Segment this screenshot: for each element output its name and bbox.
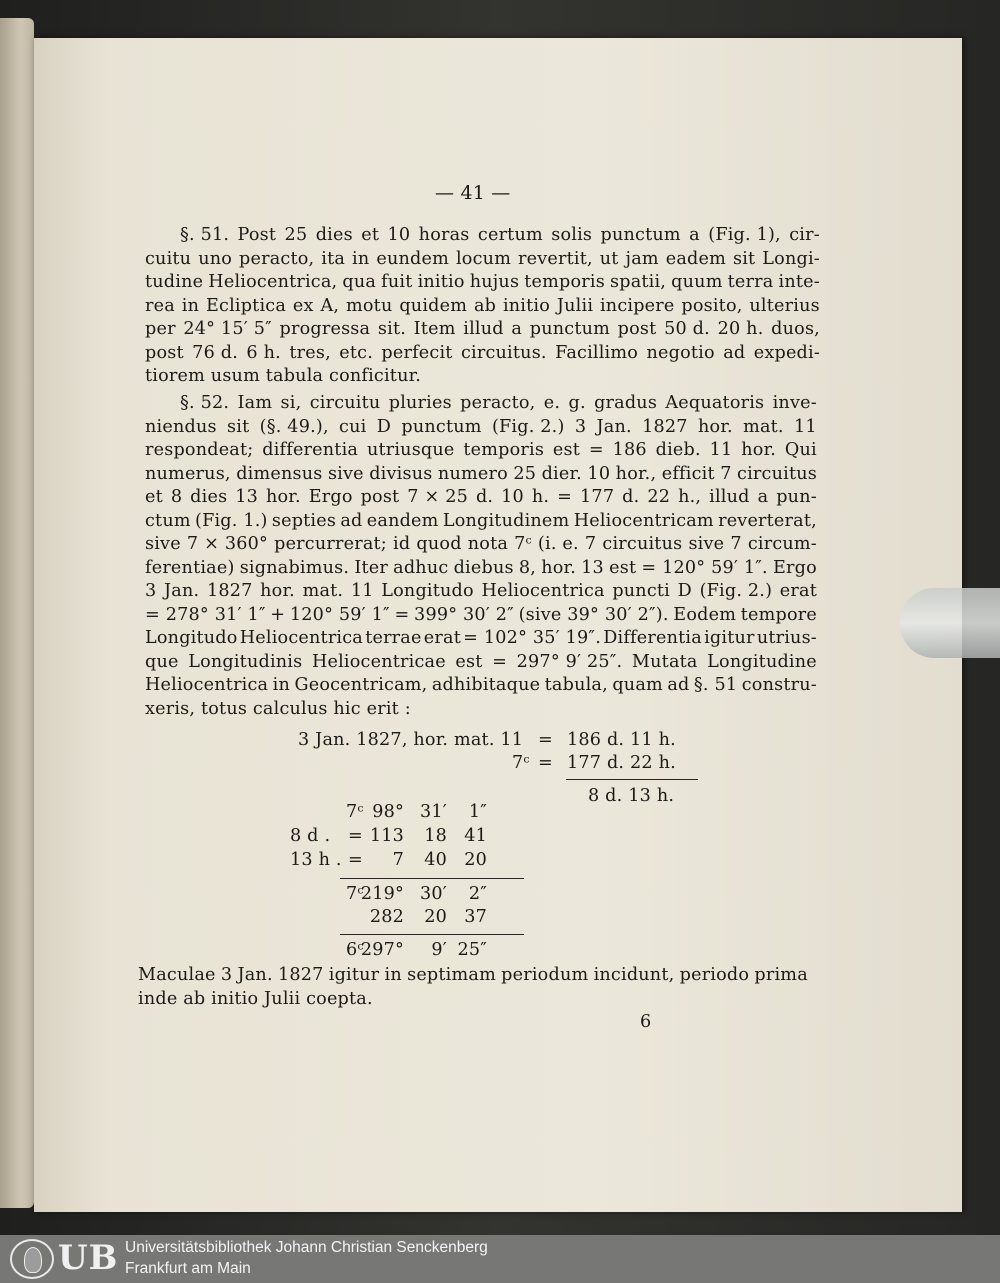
word: temporis bbox=[524, 272, 605, 292]
word: ulterius bbox=[749, 295, 820, 316]
word: cuitu bbox=[145, 248, 192, 269]
word: §. 52. bbox=[180, 393, 230, 413]
text-line bbox=[138, 989, 373, 1009]
word: 177 bbox=[580, 487, 615, 507]
word: dies bbox=[190, 487, 228, 507]
word: hujus bbox=[469, 272, 520, 292]
page-number: — 41 — bbox=[435, 182, 511, 204]
word: Mutata bbox=[631, 651, 698, 672]
word: hor. bbox=[260, 581, 295, 601]
word: jam bbox=[625, 248, 659, 269]
calc-date-label: 3 Jan. 1827, hor. mat. 11 bbox=[298, 730, 524, 750]
word: terra bbox=[727, 272, 774, 292]
word: a bbox=[757, 487, 769, 507]
word: efficit bbox=[661, 463, 715, 484]
word: circuitus bbox=[737, 463, 817, 484]
word: 3 bbox=[220, 965, 233, 985]
word: negotio bbox=[646, 342, 715, 363]
word: diebus bbox=[453, 557, 514, 578]
word: punctum bbox=[600, 225, 681, 245]
text-line bbox=[145, 558, 817, 578]
word: rea bbox=[145, 295, 175, 316]
word: 76 d. bbox=[192, 342, 239, 363]
calc-cell-c: 6ᶜ bbox=[346, 940, 364, 960]
word: (Fig. 2.) bbox=[491, 416, 565, 437]
word: dimensus bbox=[236, 463, 323, 484]
word: Qui bbox=[784, 440, 817, 460]
word: quod bbox=[416, 534, 462, 554]
word: perfecit bbox=[381, 342, 453, 363]
word: post bbox=[145, 342, 184, 363]
text-line bbox=[145, 652, 817, 672]
calc-cell-b: 18 bbox=[424, 826, 447, 846]
word: (§. 49.), bbox=[259, 416, 329, 437]
word: 25 bbox=[284, 225, 308, 245]
word: 1827 bbox=[277, 965, 324, 985]
text-line bbox=[145, 272, 820, 292]
word: 13 bbox=[235, 487, 259, 507]
library-footer bbox=[0, 1235, 1000, 1283]
word: constru- bbox=[741, 675, 817, 695]
word: puncti bbox=[612, 581, 670, 601]
text-line bbox=[145, 319, 820, 339]
word: = bbox=[492, 651, 508, 672]
word: dier. bbox=[541, 463, 582, 484]
word: 50 d. bbox=[664, 319, 710, 339]
word: horas bbox=[418, 225, 470, 245]
word: incidunt, bbox=[593, 965, 675, 985]
word: dieb. bbox=[655, 440, 701, 460]
word: Longitudinem bbox=[442, 510, 570, 531]
word: Differentia bbox=[603, 628, 702, 648]
word: 13 bbox=[581, 557, 604, 578]
word: mat. bbox=[743, 416, 784, 437]
word: hor., bbox=[615, 463, 657, 484]
word: numero bbox=[437, 463, 508, 484]
word: 24° 15′ 5″ bbox=[183, 319, 272, 339]
calc-cell-c: 7ᶜ bbox=[346, 802, 364, 822]
word: dies bbox=[315, 225, 353, 245]
word: Facillimo bbox=[555, 342, 639, 363]
word: (Fig. 1.) bbox=[195, 510, 268, 531]
word: posito, bbox=[681, 295, 743, 316]
calc-cell-d: 37 bbox=[464, 907, 487, 927]
word: §. 51 bbox=[693, 675, 738, 695]
calc-cycles-label: 7ᶜ bbox=[512, 753, 530, 773]
word: prima bbox=[754, 965, 808, 985]
word: qua bbox=[342, 272, 377, 292]
text-line bbox=[145, 487, 817, 507]
word: erat bbox=[779, 581, 817, 601]
calc-equals: = bbox=[538, 753, 553, 773]
word: Jan. bbox=[237, 965, 273, 985]
word: et bbox=[361, 225, 380, 245]
word: terrae bbox=[365, 628, 422, 648]
word: reverterat, bbox=[718, 510, 817, 531]
word: que bbox=[145, 651, 179, 672]
word: etc. bbox=[339, 342, 373, 363]
word: sive bbox=[145, 534, 181, 554]
word: hor. bbox=[698, 416, 733, 437]
word: gradus bbox=[594, 393, 658, 413]
text-line bbox=[145, 675, 817, 695]
word: A, bbox=[320, 295, 340, 316]
library-logo: UB bbox=[58, 1238, 119, 1278]
word: mat. bbox=[302, 581, 344, 601]
word: inde ab initio Julii coepta. bbox=[138, 988, 373, 1009]
calc-cell-label: 13 h . bbox=[290, 850, 342, 870]
word: = 102° 35′ 19″. bbox=[463, 628, 601, 648]
word: 8, bbox=[518, 557, 537, 578]
word: illud bbox=[709, 487, 750, 507]
calc-days-total: 186 d. 11 h. bbox=[567, 730, 676, 750]
word: tres, bbox=[289, 342, 331, 363]
word: Maculae bbox=[138, 965, 216, 985]
text-line bbox=[145, 534, 817, 554]
text-line bbox=[145, 249, 820, 269]
word: 399° 30′ 2″ bbox=[414, 604, 514, 625]
word: cui bbox=[339, 416, 367, 437]
word: pun- bbox=[776, 487, 817, 507]
word: circum- bbox=[747, 534, 817, 554]
word: revertit, bbox=[518, 248, 593, 269]
word: pluries bbox=[388, 393, 452, 413]
calc-cell-b: 9′ bbox=[431, 940, 447, 960]
word: Longi- bbox=[762, 248, 820, 269]
word: Longitudine bbox=[707, 651, 817, 672]
word: in bbox=[272, 675, 291, 695]
text-line bbox=[145, 464, 817, 484]
word: illud bbox=[463, 319, 504, 339]
word: 10 bbox=[587, 463, 611, 484]
word: 3 bbox=[145, 581, 157, 601]
word: Ecliptica bbox=[205, 295, 287, 316]
word: D bbox=[376, 416, 392, 437]
calc-rule bbox=[340, 878, 524, 879]
word: uno bbox=[198, 248, 233, 269]
word: 1827 bbox=[206, 581, 253, 601]
word: Post bbox=[237, 225, 277, 245]
calc-cell-d: 41 bbox=[464, 826, 487, 846]
library-seal-icon bbox=[10, 1239, 54, 1279]
word: circuitu bbox=[309, 393, 381, 413]
calc-cell-b: 20 bbox=[424, 907, 447, 927]
word: sit. bbox=[377, 319, 407, 339]
word: ut bbox=[599, 248, 619, 269]
calc-rule bbox=[566, 779, 698, 780]
calc-cell-d: 25″ bbox=[457, 940, 487, 960]
word: niendus bbox=[145, 416, 217, 437]
word: 7 × 360° bbox=[186, 534, 269, 554]
word: = 120° 59′ 1″. bbox=[641, 557, 768, 578]
word: nota bbox=[467, 534, 509, 554]
text-line bbox=[180, 393, 817, 413]
word: ferentiae) bbox=[145, 557, 235, 578]
word: + bbox=[270, 604, 286, 625]
word: sit bbox=[732, 248, 756, 269]
word: eandem bbox=[366, 510, 439, 531]
facing-page-edge bbox=[0, 18, 34, 1208]
word: igitur bbox=[328, 965, 380, 985]
word: Geocentricam, bbox=[294, 675, 428, 695]
word: fuit bbox=[381, 272, 413, 292]
calc-cell-label: 8 d . bbox=[290, 826, 331, 846]
word: tabula, bbox=[544, 675, 608, 695]
word: §. 51. bbox=[180, 225, 230, 245]
word: quum bbox=[671, 272, 723, 292]
word: 7 bbox=[584, 534, 597, 554]
word: (sive 39° 30′ 2″). bbox=[518, 604, 669, 625]
word: adhuc bbox=[393, 557, 449, 578]
word: Heliocentrica, bbox=[208, 272, 338, 292]
word: 11 bbox=[350, 581, 374, 601]
word: ad bbox=[340, 510, 363, 531]
word: peracto, bbox=[239, 248, 315, 269]
word: per bbox=[145, 319, 176, 339]
word: sive bbox=[688, 534, 725, 554]
word: 6 h. bbox=[246, 342, 281, 363]
text-line bbox=[145, 417, 817, 437]
word: respondeat; bbox=[145, 440, 254, 460]
word: ita bbox=[321, 248, 346, 269]
word: a bbox=[689, 225, 700, 245]
word: 7ᶜ bbox=[514, 534, 532, 554]
text-line bbox=[145, 511, 817, 531]
calc-cell-a: 219° bbox=[360, 884, 404, 904]
word: 297° 9′ 25″. bbox=[516, 651, 623, 672]
word: 11 bbox=[709, 440, 733, 460]
text-line bbox=[145, 605, 817, 625]
word: (Fig. 2.) bbox=[699, 581, 773, 601]
book-page bbox=[34, 38, 962, 1212]
text-line bbox=[145, 699, 411, 719]
word: Eodem bbox=[673, 604, 737, 625]
word: locum bbox=[455, 248, 512, 269]
calc-cell-a: 7 bbox=[392, 850, 404, 870]
word: percurrerat; bbox=[274, 534, 387, 554]
word: in bbox=[181, 295, 200, 316]
word: 25 bbox=[513, 463, 537, 484]
word: incipere bbox=[599, 295, 675, 316]
calc-cell-a: 98° bbox=[372, 802, 404, 822]
word: Heliocentrica bbox=[145, 675, 269, 695]
word: ctum bbox=[145, 510, 191, 531]
word: tiorem usum tabula conficitur. bbox=[145, 366, 422, 386]
word: Item bbox=[413, 319, 456, 339]
text-line bbox=[145, 440, 817, 460]
word: initio bbox=[502, 295, 551, 316]
word: cir- bbox=[789, 225, 820, 245]
word: Jan. bbox=[596, 416, 632, 437]
word: (i. e. bbox=[537, 534, 579, 554]
calc-cell-a: 282 bbox=[369, 907, 404, 927]
word: progressa bbox=[279, 319, 371, 339]
word: D bbox=[677, 581, 692, 601]
calc-equals: = bbox=[538, 730, 553, 750]
word: post bbox=[617, 319, 657, 339]
word: d. bbox=[622, 487, 640, 507]
word: 1827 bbox=[642, 416, 688, 437]
calc-rule bbox=[340, 934, 524, 935]
calc-cell-d: 1″ bbox=[468, 802, 487, 822]
calc-cell-eq: = bbox=[348, 826, 363, 846]
word: (Fig. 1), bbox=[708, 225, 781, 245]
word: numerus, bbox=[145, 463, 231, 484]
word: Ergo bbox=[772, 557, 817, 578]
word: 120° 59′ 1″ bbox=[289, 604, 390, 625]
word: id bbox=[393, 534, 411, 554]
word: circuitus. bbox=[460, 342, 547, 363]
word: Heliocentrica bbox=[239, 628, 363, 648]
word: Heliocentrica bbox=[481, 581, 605, 601]
word: septimam bbox=[407, 965, 496, 985]
calc-remainder: 8 d. 13 h. bbox=[588, 786, 675, 806]
calc-cycles-days: 177 d. 22 h. bbox=[567, 753, 676, 773]
word: duos, bbox=[771, 319, 820, 339]
word: septies bbox=[271, 510, 337, 531]
word: Iam bbox=[237, 393, 273, 413]
word: si, bbox=[280, 393, 302, 413]
word: differentia bbox=[262, 440, 359, 460]
library-name: Universitätsbibliothek Johann Christian Senckenberg bbox=[125, 1239, 488, 1256]
word: sive bbox=[327, 463, 364, 484]
word: 10 bbox=[387, 225, 411, 245]
word: hor. bbox=[541, 557, 576, 578]
word: tempore bbox=[740, 604, 817, 625]
text-line bbox=[138, 965, 808, 985]
word: punctum bbox=[529, 319, 611, 339]
word: in bbox=[384, 965, 402, 985]
calc-cell-a: 297° bbox=[360, 940, 404, 960]
word: in bbox=[352, 248, 370, 269]
word: 22 bbox=[647, 487, 671, 507]
word: expedi- bbox=[753, 342, 820, 363]
word: solis bbox=[551, 225, 593, 245]
word: temporis bbox=[463, 440, 545, 460]
word: utrius- bbox=[756, 628, 817, 648]
word: igitur bbox=[704, 628, 755, 648]
calc-cell-b: 31′ bbox=[420, 802, 447, 822]
word: est bbox=[455, 651, 483, 672]
word: 8 bbox=[170, 487, 183, 507]
word: eadem bbox=[665, 248, 727, 269]
text-line bbox=[145, 296, 820, 316]
word: post bbox=[360, 487, 400, 507]
word: quam bbox=[612, 675, 663, 695]
word: Julii bbox=[556, 295, 594, 316]
word: eundem bbox=[376, 248, 450, 269]
word: initio bbox=[417, 272, 465, 292]
word: 7 × 25 bbox=[407, 487, 468, 507]
word: Jan. bbox=[164, 581, 200, 601]
calc-cell-b: 30′ bbox=[420, 884, 447, 904]
word: 7 bbox=[730, 534, 742, 554]
text-line bbox=[145, 628, 817, 648]
word: = bbox=[394, 604, 410, 625]
word: divisus bbox=[369, 463, 433, 484]
calc-cell-eq: = bbox=[348, 850, 363, 870]
calc-cell-d: 2″ bbox=[468, 884, 487, 904]
word: Longitudinis bbox=[188, 651, 303, 672]
word: Heliocentricam bbox=[573, 510, 714, 531]
calc-cell-a: 113 bbox=[369, 826, 404, 846]
word: h., bbox=[678, 487, 702, 507]
word: est bbox=[552, 440, 581, 460]
word: Longitudo bbox=[381, 581, 474, 601]
text-line bbox=[145, 343, 820, 363]
word: erat bbox=[423, 628, 461, 648]
word: d. bbox=[475, 487, 494, 507]
word: utriusque bbox=[366, 440, 455, 460]
word: ad bbox=[667, 675, 690, 695]
word: inve- bbox=[772, 393, 817, 413]
word: est bbox=[609, 557, 637, 578]
calc-cell-b: 40 bbox=[424, 850, 447, 870]
text-line bbox=[180, 225, 820, 245]
word: certum bbox=[477, 225, 543, 245]
word: g. bbox=[568, 393, 586, 413]
word: motu bbox=[346, 295, 393, 316]
word: 11 bbox=[794, 416, 817, 437]
word: inte- bbox=[778, 272, 820, 292]
calc-cell-c: 7ᶜ bbox=[346, 884, 364, 904]
word: punctum bbox=[401, 416, 482, 437]
word: 20 h. bbox=[717, 319, 764, 339]
word: Iter bbox=[354, 557, 388, 578]
word: hor. bbox=[265, 487, 301, 507]
word: periodum bbox=[501, 965, 589, 985]
calc-cell-d: 20 bbox=[464, 850, 487, 870]
word: adhibitaque bbox=[431, 675, 541, 695]
word: 7 bbox=[720, 463, 732, 484]
word: ex bbox=[292, 295, 314, 316]
word: periodo bbox=[679, 965, 750, 985]
text-line bbox=[145, 366, 421, 386]
word: peracto, bbox=[460, 393, 536, 413]
signature-mark: 6 bbox=[640, 1012, 652, 1032]
word: = 278° 31′ 1″ bbox=[145, 604, 266, 625]
word: Ergo bbox=[308, 487, 353, 507]
word: e. bbox=[543, 393, 561, 413]
word: 186 bbox=[612, 440, 647, 460]
word: tudine bbox=[145, 272, 204, 292]
word: 10 bbox=[501, 487, 524, 507]
word: Aequatoris bbox=[665, 393, 765, 413]
word: quidem bbox=[399, 295, 468, 316]
word: spatii, bbox=[610, 272, 667, 292]
word: circuitus bbox=[602, 534, 683, 554]
word: ab bbox=[473, 295, 497, 316]
library-location: Frankfurt am Main bbox=[125, 1260, 251, 1277]
text-line bbox=[145, 581, 817, 601]
bookmark-tab bbox=[900, 588, 1000, 658]
word: 3 bbox=[574, 416, 587, 437]
word: hor. bbox=[741, 440, 777, 460]
word: a bbox=[511, 319, 523, 339]
word: xeris, totus calculus hic erit : bbox=[145, 698, 411, 719]
word: sit bbox=[227, 416, 250, 437]
word: Longitudo bbox=[145, 628, 238, 648]
word: et bbox=[145, 487, 163, 507]
word: ad bbox=[723, 342, 746, 363]
word: = bbox=[557, 487, 573, 507]
word: Heliocentricae bbox=[311, 651, 446, 672]
word: h. bbox=[531, 487, 550, 507]
word: signabimus. bbox=[239, 557, 350, 578]
word: = bbox=[588, 440, 604, 460]
